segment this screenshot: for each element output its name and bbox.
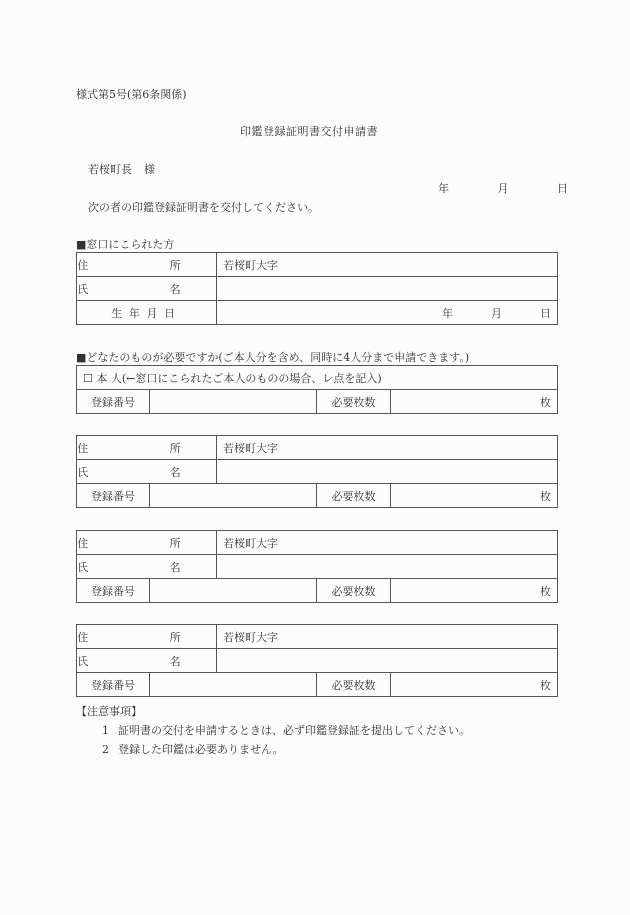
address-field[interactable]: 若桜町大字 <box>217 436 558 460</box>
table-row <box>77 531 558 555</box>
addressee-honorific: 様 <box>144 163 155 176</box>
table-row <box>77 579 558 603</box>
table-row <box>77 366 558 390</box>
copies-field[interactable] <box>391 484 558 508</box>
addressee-name: 若桜町長 <box>88 163 132 176</box>
copies-field[interactable] <box>391 390 558 414</box>
reg-number-field[interactable] <box>150 579 317 603</box>
reg-number-label: 登録番号 <box>77 484 150 508</box>
note-text: 登録した印鑑は必要ありません。 <box>118 743 284 756</box>
address-field[interactable]: 若桜町大字 <box>217 625 558 649</box>
table-row <box>77 301 558 325</box>
address-field[interactable]: 若桜町大字 <box>217 531 558 555</box>
name-field[interactable] <box>217 555 558 579</box>
name-field[interactable] <box>217 649 558 673</box>
date-day-label: 日 <box>557 182 568 195</box>
reg-number-field[interactable] <box>150 673 317 697</box>
person-table-1 <box>76 435 558 508</box>
self-checkbox-row[interactable] <box>77 366 558 390</box>
address-label: 住 所 <box>77 253 217 277</box>
section-heading-targets: ■どなたのものが必要ですか(ご本人分を含め、同時に4人分まで申請できます。) <box>76 351 470 364</box>
note-item <box>102 741 284 757</box>
reg-number-label: 登録番号 <box>77 673 150 697</box>
note-text: 証明書の交付を申請するときは、必ず印鑑登録証を提出してください。 <box>118 724 470 737</box>
name-label: 氏 名 <box>77 460 217 484</box>
application-date[interactable] <box>438 180 568 196</box>
birth-year-label: 年 <box>442 306 453 320</box>
addressee <box>88 161 155 177</box>
address-label: 住 所 <box>77 531 217 555</box>
table-row <box>77 555 558 579</box>
table-row <box>77 436 558 460</box>
note-number: 1 <box>102 724 109 737</box>
self-table <box>76 365 558 414</box>
notes-heading: 【注意事項】 <box>76 705 142 718</box>
reg-number-label: 登録番号 <box>77 390 150 414</box>
table-row <box>77 625 558 649</box>
request-text: 次の者の印鑑登録証明書を交付してください。 <box>88 201 319 214</box>
person-table-2 <box>76 530 558 603</box>
note-number: 2 <box>102 743 109 756</box>
copies-unit: 枚 <box>540 395 551 409</box>
section-heading-applicant: ■窓口にこられた方 <box>76 238 175 251</box>
page-title: 印鑑登録証明書交付申請書 <box>240 125 378 138</box>
reg-number-field[interactable] <box>150 484 317 508</box>
table-row <box>77 673 558 697</box>
table-row <box>77 649 558 673</box>
table-row <box>77 277 558 301</box>
name-label: 氏 名 <box>77 649 217 673</box>
name-label: 氏 名 <box>77 555 217 579</box>
person-table-3 <box>76 624 558 697</box>
table-row <box>77 390 558 414</box>
copies-label: 必要枚数 <box>317 390 391 414</box>
note-item <box>102 722 470 738</box>
name-field[interactable] <box>217 277 558 301</box>
address-label: 住 所 <box>77 625 217 649</box>
copies-label: 必要枚数 <box>317 579 391 603</box>
applicant-table <box>76 252 558 325</box>
copies-unit: 枚 <box>540 489 551 503</box>
copies-unit: 枚 <box>540 678 551 692</box>
table-row <box>77 253 558 277</box>
reg-number-field[interactable] <box>150 390 317 414</box>
copies-unit: 枚 <box>540 584 551 598</box>
name-label: 氏 名 <box>77 277 217 301</box>
copies-label: 必要枚数 <box>317 484 391 508</box>
birth-month-label: 月 <box>491 306 502 320</box>
name-field[interactable] <box>217 460 558 484</box>
copies-field[interactable] <box>391 673 558 697</box>
table-row <box>77 484 558 508</box>
birthdate-field[interactable] <box>217 301 558 325</box>
birth-day-label: 日 <box>540 306 551 320</box>
address-field[interactable]: 若桜町大字 <box>217 253 558 277</box>
date-year-label: 年 <box>438 182 449 195</box>
birthdate-label: 生年月日 <box>77 301 217 325</box>
copies-label: 必要枚数 <box>317 673 391 697</box>
form-number: 様式第5号(第6条関係) <box>76 88 187 101</box>
checkbox-icon[interactable]: ☐ <box>83 371 93 385</box>
self-label: 本 人(←窓口にこられたご本人のものの場合、レ点を記入) <box>96 371 382 385</box>
date-month-label: 月 <box>497 182 509 195</box>
table-row <box>77 460 558 484</box>
address-label: 住 所 <box>77 436 217 460</box>
reg-number-label: 登録番号 <box>77 579 150 603</box>
copies-field[interactable] <box>391 579 558 603</box>
